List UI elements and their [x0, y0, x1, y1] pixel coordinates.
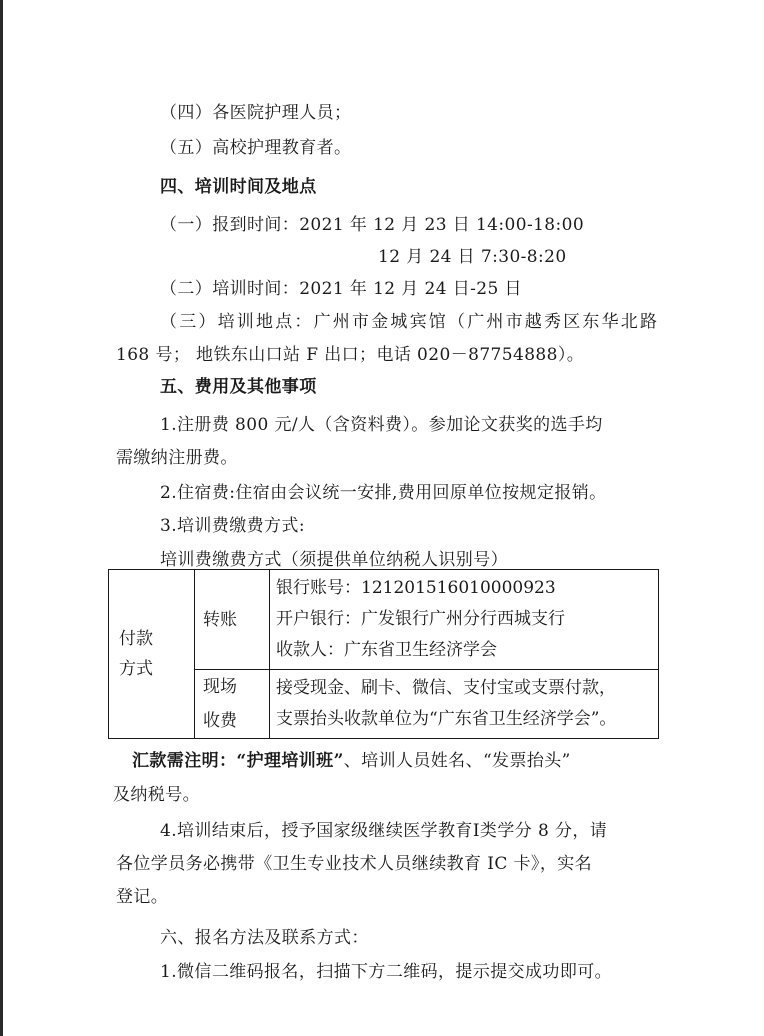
remit-note-bold: 汇款需注明：“护理培训班” [132, 751, 344, 771]
credit-note-line3: 登记。 [116, 887, 169, 907]
training-place-line1: （三）培训地点：广州市金城宾馆（广州市越秀区东华北路 [160, 312, 660, 332]
fee-item-1-line2: 需缴纳注册费。 [116, 448, 238, 468]
audience-item-4: （四）各医院护理人员； [160, 103, 352, 123]
registration-method-1: 1.微信二维码报名，扫描下方二维码，提示提交成功即可。 [160, 962, 613, 982]
remit-note-line1 [132, 746, 571, 771]
onsite-label: 现场 收费 [195, 670, 270, 739]
training-place-line2: 168 号； 地铁东山口站 F 出口；电话 020－87754888）。 [116, 345, 585, 365]
training-time: （二）培训时间：2021 年 12 月 24 日-25 日 [160, 279, 522, 299]
section-heading-time-place: 四、培训时间及地点 [160, 177, 317, 197]
remit-note-rest: 、培训人员姓名、“发票抬头” [343, 751, 571, 771]
transfer-details [270, 570, 659, 670]
payment-method-label: 付款 方式 [109, 570, 195, 739]
registration-time: （一）报到时间：2021 年 12 月 23 日 14:00-18:00 [160, 215, 585, 235]
section-heading-registration: 六、报名方法及联系方式： [160, 928, 369, 948]
bank-name: 开户银行：广发银行广州分行西城支行 [276, 609, 565, 629]
remit-note-line2: 及纳税号。 [113, 785, 200, 805]
section-heading-fees: 五、费用及其他事项 [160, 377, 317, 397]
fee-item-2: 2.住宿费:住宿由会议统一安排,费用回原单位按规定报销。 [160, 483, 607, 503]
onsite-details: 接受现金、刷卡、微信、支付宝或支票付款， 支票抬头收款单位为“广东省卫生经济学会”。 [270, 670, 659, 739]
fee-item-1-line1: 1.注册费 800 元/人（含资料费）。参加论文获奖的选手均 [160, 415, 603, 435]
payment-table-caption: 培训费缴费方式（须提供单位纳税人识别号） [160, 550, 508, 570]
bank-account: 银行账号：121201516010000923 [276, 578, 556, 598]
registration-time-day2: 12 月 24 日 7:30-8:20 [378, 247, 567, 267]
credit-note-line1: 4.培训结束后，授予国家级继续医学教育Ⅰ类学分 8 分，请 [160, 821, 608, 841]
payee: 收款人：广东省卫生经济学会 [276, 640, 497, 660]
page-left-edge [0, 0, 3, 1036]
transfer-label: 转账 [195, 570, 270, 670]
fee-item-3: 3.培训费缴费方式: [160, 516, 305, 536]
payment-table [108, 569, 659, 739]
credit-note-line2: 各位学员务必携带《卫生专业技术人员继续教育 IC 卡》，实名 [116, 854, 593, 874]
audience-item-5: （五）高校护理教育者。 [160, 138, 352, 158]
